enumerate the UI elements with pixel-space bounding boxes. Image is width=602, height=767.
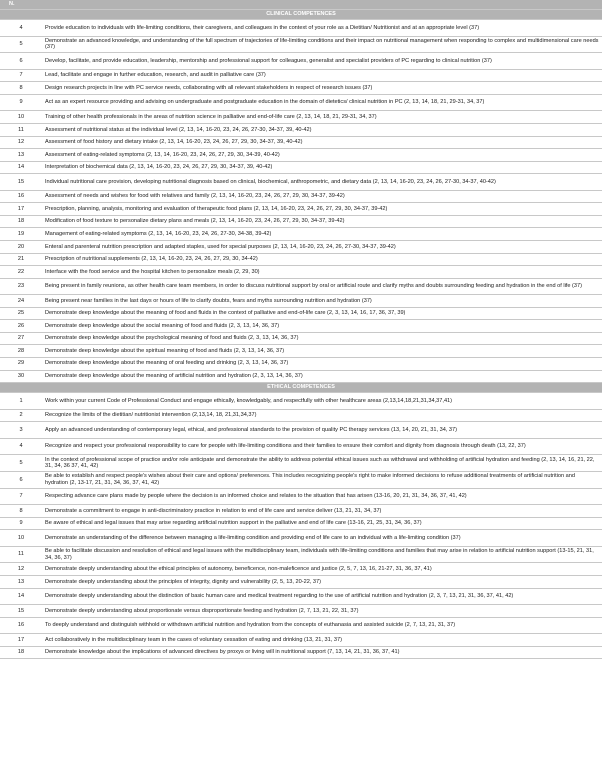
table-row (0, 149, 602, 162)
competence-text: Demonstrate deeply understanding about the principles of integrity, dignity and vulnerability (2, 5, 13, 20-22, 37) (42, 575, 602, 588)
competence-text: Demonstrate deep knowledge about the meaning of artificial nutrition and hydration (2, 3, 13, 14, 36, 37) (42, 370, 602, 383)
section-title: CLINICAL COMPETENCES (0, 10, 602, 20)
row-number: 22 (0, 266, 42, 279)
competence-text: Develop, facilitate, and provide education, leadership, mentorship and professional support for colleagues, generalist and specialist providers of PC regarding to clinical nutrition (37) (42, 53, 602, 70)
competence-text: Management of eating-related symptoms (2, 13, 14, 16-20, 23, 24, 26, 27-30, 34-38, 39-42) (42, 228, 602, 241)
table-row (0, 307, 602, 320)
competence-text: Being present near families in the last days or hours of life to clarify doubts, fears and myths surrounding nutrition and hydration (37) (42, 295, 602, 308)
competence-text: Individual nutritional care provision, developing nutritional diagnosis based on clinical, biochemical, anthropometric, and dietary data (2, 13, 14, 16-20, 23, 24, 26, 27-30, 34-37, 40-42) (42, 174, 602, 191)
row-number: 24 (0, 295, 42, 308)
row-number: 21 (0, 253, 42, 266)
competence-text: Work within your current Code of Professional Conduct and engage ethically, knowledgably, and respectfully with other healthcare areas (2,13,14,18,21,31,34,37,41) (42, 393, 602, 410)
section-header-row (0, 383, 602, 393)
row-number: 7 (0, 69, 42, 82)
table-row (0, 69, 602, 82)
row-number: 6 (0, 471, 42, 488)
row-number: 4 (0, 438, 42, 455)
competence-text: Demonstrate deep knowledge about the psychological meaning of food and fluids (2, 3, 13, 14, 36, 37) (42, 332, 602, 345)
row-number: 9 (0, 94, 42, 111)
table-row (0, 111, 602, 124)
row-number: 12 (0, 563, 42, 576)
table-row (0, 345, 602, 358)
table-row (0, 488, 602, 505)
competence-text: Training of other health professionals in the areas of nutrition science in palliative and end-of-life care (2, 13, 14, 18, 21, 29-31, 34, 37) (42, 111, 602, 124)
table-row (0, 505, 602, 518)
table-row (0, 82, 602, 95)
table-row (0, 215, 602, 228)
table-row (0, 588, 602, 605)
competence-text: Demonstrate deep knowledge about the meaning of food and fluids in the context of palliative and end-of-life care (2, 3, 13, 14, 16, 17, 36, 37, 39) (42, 307, 602, 320)
row-number: 29 (0, 357, 42, 370)
table-row (0, 253, 602, 266)
row-number: 9 (0, 517, 42, 530)
header-spacer (42, 0, 602, 10)
table-row (0, 228, 602, 241)
row-number: 28 (0, 345, 42, 358)
row-number: 17 (0, 634, 42, 647)
table-row (0, 617, 602, 634)
competence-text: Assessment of eating-related symptoms (2, 13, 14, 16-20, 23, 24, 26, 27, 29, 30, 34-39, 40-42) (42, 149, 602, 162)
table-row (0, 203, 602, 216)
competence-text: In the context of professional scope of practice and/or role anticipate and demonstrate the ability to address potential ethical issues such as withdrawal and withholding of artificial hydration and feeding (2, 13, 14, 16, 21, 22, 31, 34, 36 37, 41, 42) (42, 455, 602, 472)
row-number: 15 (0, 605, 42, 618)
row-number: 10 (0, 530, 42, 547)
row-number: 19 (0, 228, 42, 241)
competence-text: Respecting advance care plans made by people where the decision is an informed choice and relates to the situation that has arisen (13-16, 20, 21, 31, 34, 36, 37, 41, 42) (42, 488, 602, 505)
section-title: ETHICAL COMPETENCES (0, 383, 602, 393)
competence-text: Design research projects in line with PC service needs, collaborating with all relevant stakeholders in respect of research issues (37) (42, 82, 602, 95)
row-number: 11 (0, 124, 42, 137)
table-row (0, 190, 602, 203)
row-number: 23 (0, 278, 42, 295)
table-row (0, 357, 602, 370)
table-row (0, 563, 602, 576)
row-number: 16 (0, 190, 42, 203)
row-number: 8 (0, 82, 42, 95)
table-row (0, 320, 602, 333)
row-number: 6 (0, 53, 42, 70)
competence-text: Demonstrate deep knowledge about the spiritual meaning of food and fluids (2, 3, 13, 14, 36, 37) (42, 345, 602, 358)
table-row (0, 295, 602, 308)
table-row (0, 517, 602, 530)
table-row (0, 240, 602, 253)
competence-text: Enteral and parenteral nutrition prescription and adapted staples, used for special purposes (2, 13, 14, 16-20, 23, 24, 26, 27-30, 34-37, 39-42) (42, 240, 602, 253)
table-row (0, 455, 602, 472)
competence-text: Prescription of nutritional supplements (2, 13, 14, 16-20, 23, 24, 26, 27, 29, 30, 34-42) (42, 253, 602, 266)
table-row (0, 438, 602, 455)
competence-text: Act collaboratively in the multidisciplinary team in the cases of voluntary cessation of eating and drinking (13, 21, 31, 37) (42, 634, 602, 647)
table-row (0, 94, 602, 111)
competence-text: Demonstrate deeply understanding about proportionate versus disproportionate feeding and hydration (2, 7, 13, 21, 22, 31, 37) (42, 605, 602, 618)
competence-text: Provide education to individuals with life-limiting conditions, their caregivers, and colleagues in the context of your role as a Dietitian/ Nutritionist and at an appropriate level (37) (42, 20, 602, 37)
row-number: 13 (0, 149, 42, 162)
row-number: 26 (0, 320, 42, 333)
competence-text: Recognize and respect your professional responsibility to care for people with life-limiting conditions and their families to ensure their comfort and dignity from diagnosis through death (13, 22, 37) (42, 438, 602, 455)
table-row (0, 124, 602, 137)
competence-text: Lead, facilitate and engage in further education, research, and audit in palliative care (37) (42, 69, 602, 82)
competence-text: Assessment of needs and wishes for food with relatives and family (2, 13, 14, 16-20, 23, 24, 26, 27, 29, 30, 34-37, 39-42) (42, 190, 602, 203)
competence-text: Demonstrate knowledge about the implications of advanced directives by proxys or living will in nutritional support (7, 13, 14, 21, 31, 36, 37, 41) (42, 646, 602, 659)
competence-text: Demonstrate an understanding of the difference between managing a life-limiting condition and providing end of life care to an individual with a life-limiting condition (37) (42, 530, 602, 547)
competence-text: Demonstrate deep knowledge about the social meaning of food and fluids (2, 3, 13, 14, 36, 37) (42, 320, 602, 333)
competence-text: Demonstrate deeply understanding about the distinction of basic human care and medical treatment regarding to the use of artificial nutrition and hydration (2, 3, 7, 13, 21, 31, 36, 37, 41, 42) (42, 588, 602, 605)
row-number: 27 (0, 332, 42, 345)
table-body (0, 10, 602, 659)
competence-text: Interpretation of biochemical data (2, 13, 14, 16-20, 23, 24, 26, 27, 29, 30, 34-37, 39, 40-42) (42, 161, 602, 174)
table-row (0, 471, 602, 488)
row-number: 10 (0, 111, 42, 124)
competence-text: Prescription, planning, analysis, monitoring and evaluation of therapeutic food plans (2, 13, 14, 16-20, 23, 24, 26, 27, 29, 30, 34-37, 39-42) (42, 203, 602, 216)
competence-text: Assessment of food history and dietary intake (2, 13, 14, 16-20, 23, 24, 26, 27, 29, 30, 34-37, 39, 40-42) (42, 136, 602, 149)
table-row (0, 266, 602, 279)
competence-text: To deeply understand and distinguish withhold or withdrawn artificial nutrition and hydration from the concepts of euthanasia and assisted suicide (2, 7, 13, 21, 31, 37) (42, 617, 602, 634)
table-row (0, 332, 602, 345)
section-header-row (0, 10, 602, 20)
row-number: 4 (0, 20, 42, 37)
row-number: 30 (0, 370, 42, 383)
table-header-row (0, 0, 602, 10)
table-row (0, 370, 602, 383)
row-number: 16 (0, 617, 42, 634)
row-number: 1 (0, 393, 42, 410)
table-row (0, 20, 602, 37)
row-number: 12 (0, 136, 42, 149)
competence-text: Being present in family reunions, as other health care team members, in order to discuss nutritional support by oral or artificial route and clarify myths and doubts surrounding feeding and hydration in the end of life (37) (42, 278, 602, 295)
competence-text: Apply an advanced understanding of contemporary legal, ethical, and professional standards to the provision of quality PC therapy services (13, 14, 20, 21, 31, 34, 37) (42, 422, 602, 439)
table-row (0, 546, 602, 563)
row-number: 5 (0, 36, 42, 53)
table-row (0, 36, 602, 53)
row-number: 7 (0, 488, 42, 505)
table-row (0, 278, 602, 295)
row-number: 11 (0, 546, 42, 563)
table-row (0, 634, 602, 647)
table-row (0, 530, 602, 547)
competence-text: Be able to facilitate discussion and resolution of ethical and legal issues with the multidisciplinary team, individuals with life-limiting conditions and families that may arise in relation to artificial nutrition support (13-15, 21, 31, 34, 36, 37) (42, 546, 602, 563)
table-row (0, 393, 602, 410)
row-number: 14 (0, 161, 42, 174)
competence-text: Interface with the food service and the hospital kitchen to personalize meals (2, 29, 30) (42, 266, 602, 279)
competence-text: Recognize the limits of the dietitian/ nutritionist intervention (2,13,14, 18, 21,31,34,37) (42, 409, 602, 422)
row-number: 20 (0, 240, 42, 253)
competence-text: Act as an expert resource providing and advising on undergraduate and postgraduate education in the domain of dietetics/ clinical nutrition in PC (2, 13, 14, 18, 21, 29-31, 34, 37) (42, 94, 602, 111)
table-row (0, 422, 602, 439)
table-row (0, 575, 602, 588)
row-number: 5 (0, 455, 42, 472)
row-number: 25 (0, 307, 42, 320)
row-number: 8 (0, 505, 42, 518)
competence-text: Be able to establish and respect people's wishes about their care and options/ preferences. This includes recognizing people's right to make informed decisions to refuse additional treatments of artificial nutrition and hydration (2, 13-17, 21, 31, 34, 36, 37, 41, 42) (42, 471, 602, 488)
table-row (0, 605, 602, 618)
table-row (0, 409, 602, 422)
row-number: 14 (0, 588, 42, 605)
row-number: 15 (0, 174, 42, 191)
row-number: 2 (0, 409, 42, 422)
row-number: 18 (0, 215, 42, 228)
row-number: 18 (0, 646, 42, 659)
table-row (0, 646, 602, 659)
row-number: 3 (0, 422, 42, 439)
competence-text: Demonstrate a commitment to engage in anti-discriminatory practice in relation to end of life care and service deliver (13, 21, 31, 34, 37) (42, 505, 602, 518)
competence-text: Demonstrate an advanced knowledge, and understanding of the full spectrum of trajectories of life-limiting conditions and their impact on nutritional management when responding to complex and multidimensional care needs (37) (42, 36, 602, 53)
competence-text: Modification of food texture to personalize dietary plans and meals (2, 13, 14, 16-20, 23, 24, 26, 27, 29, 30, 34-37, 39-42) (42, 215, 602, 228)
number-column-header: N. (0, 0, 42, 10)
row-number: 13 (0, 575, 42, 588)
competence-text: Assessment of nutritional status at the individual level (2, 13, 14, 16-20, 23, 24, 26, 27-30, 34-37, 39, 40-42) (42, 124, 602, 137)
competence-text: Demonstrate deep knowledge about the meaning of oral feeding and drinking (2, 3, 13, 14, 36, 37) (42, 357, 602, 370)
row-number: 17 (0, 203, 42, 216)
competence-text: Demonstrate deeply understanding about the ethical principles of autonomy, beneficence, non-maleficence and justice (2, 5, 7, 13, 16, 21-27, 31, 36, 37, 41) (42, 563, 602, 576)
table-row (0, 161, 602, 174)
table-row (0, 136, 602, 149)
competence-text: Be aware of ethical and legal issues that may arise regarding artificial nutrition support in the palliative and end of life care (13-16, 21, 25, 31, 34, 36, 37) (42, 517, 602, 530)
table-row (0, 174, 602, 191)
table-row (0, 53, 602, 70)
